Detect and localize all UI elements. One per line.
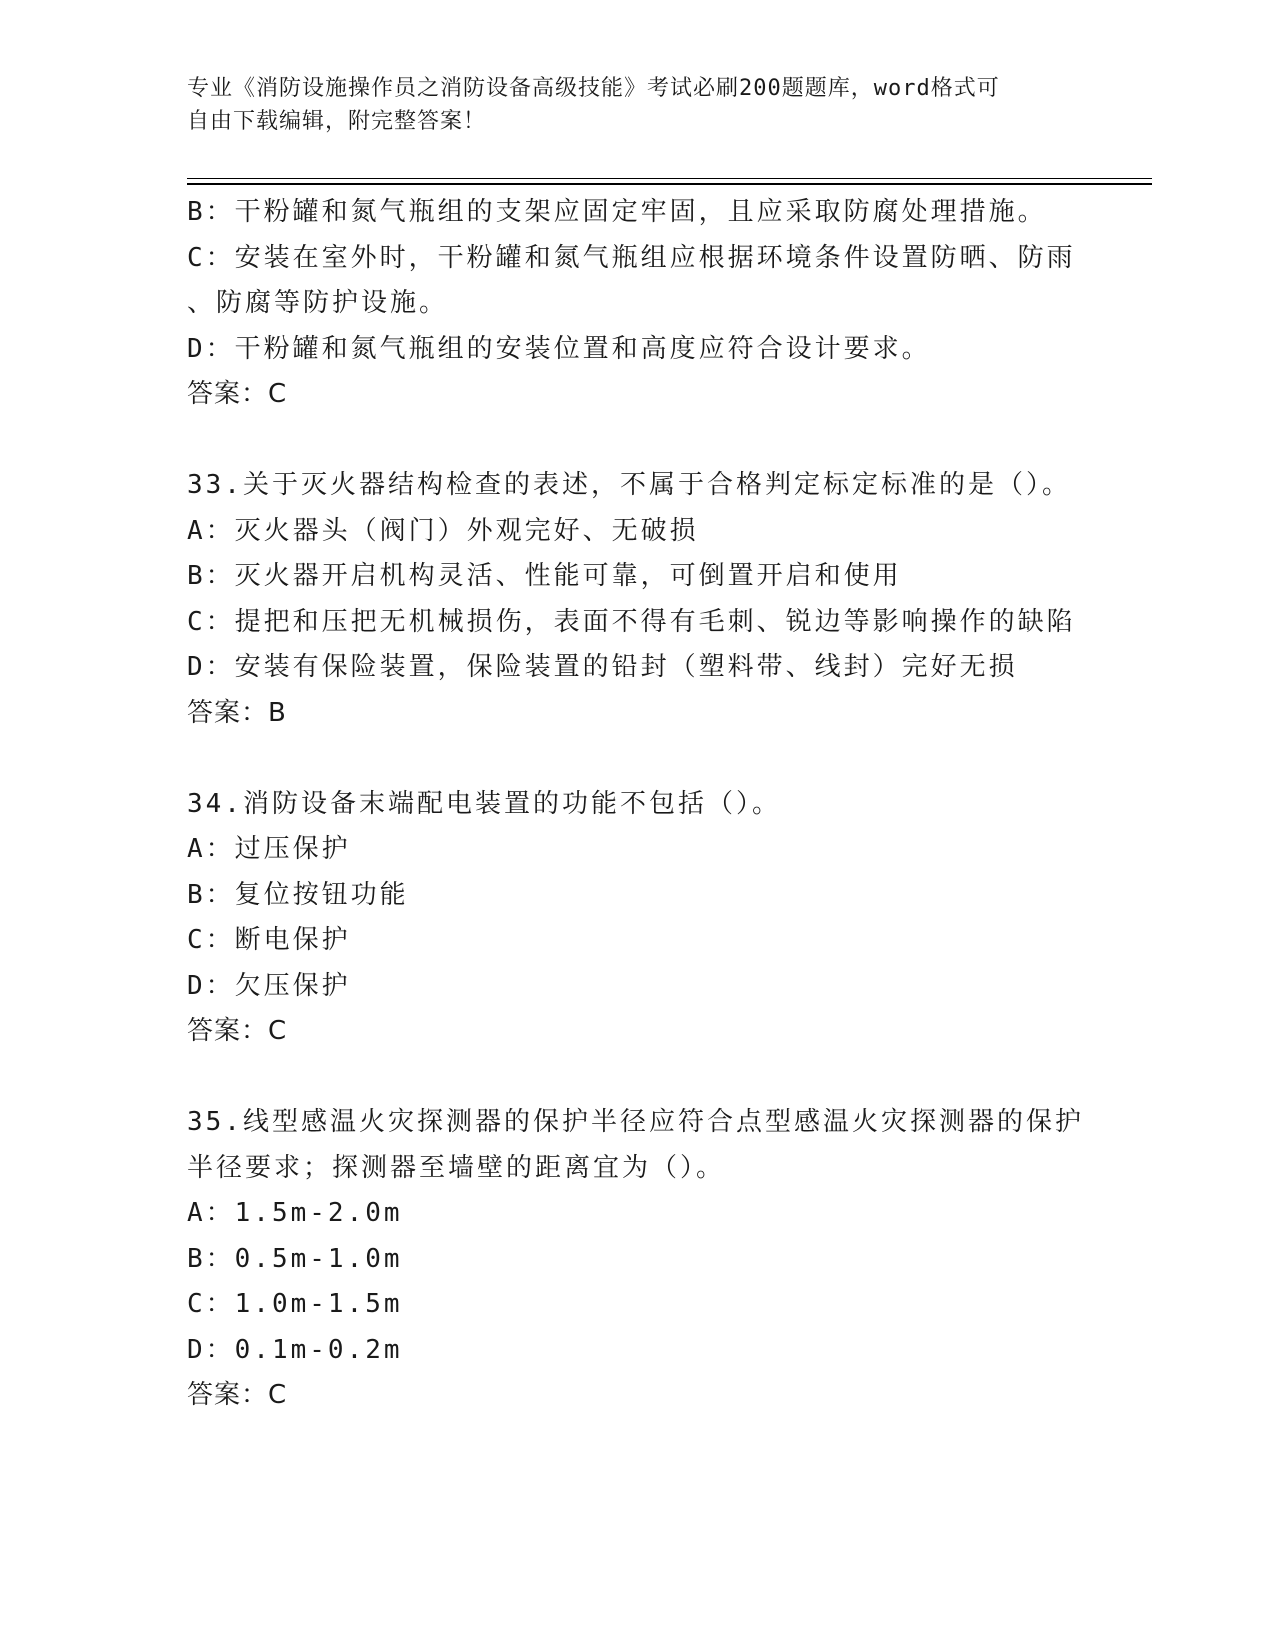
option-c: C：1.0m-1.5m: [187, 1289, 403, 1319]
spacer: [187, 736, 1087, 782]
header-line-1: 专业《消防设施操作员之消防设备高级技能》考试必刷200题题库，word格式可: [187, 76, 1000, 101]
question-text: 34.消防设备末端配电装置的功能不包括（）。: [187, 788, 781, 819]
option-d: D：欠压保护: [187, 970, 351, 1001]
option-b: B：复位按钮功能: [187, 879, 409, 910]
question-text: 33.关于灭火器结构检查的表述，不属于合格判定标定标准的是（）。: [187, 470, 1071, 500]
spacer: [187, 418, 1087, 464]
answer: 答案：C: [187, 379, 288, 409]
option-c: C：安装在室外时，干粉罐和氮气瓶组应根据环境条件设置防晒、防雨: [187, 242, 1076, 273]
option-a: A：灭火器头（阀门）外观完好、无破损: [187, 515, 699, 546]
option-a: A：过压保护: [187, 834, 351, 864]
option-c: C：提把和压把无机械损伤，表面不得有毛刺、锐边等影响操作的缺陷: [187, 606, 1076, 637]
question-33-block: [187, 463, 1087, 736]
option-d: D：安装有保险装置，保险装置的铅封（塑料带、线封）完好无损: [187, 652, 1018, 682]
question-text: 35.线型感温火灾探测器的保护半径应符合点型感温火灾探测器的保护: [187, 1107, 1084, 1137]
answer: 答案：B: [187, 697, 287, 728]
header-rule-thin: [187, 178, 1152, 179]
question-32-block: [187, 190, 1087, 418]
document-header: [187, 72, 1087, 138]
option-a: A：1.5m-2.0m: [187, 1198, 403, 1228]
question-text-continued: 半径要求；探测器至墙壁的距离宜为（）。: [187, 1152, 726, 1183]
option-d: D：干粉罐和氮气瓶组的安装位置和高度应符合设计要求。: [187, 333, 931, 364]
spacer: [187, 1055, 1087, 1101]
answer: 答案：C: [187, 1380, 288, 1410]
document-body: [187, 190, 1087, 1419]
option-b: B：干粉罐和氮气瓶组的支架应固定牢固，且应采取防腐处理措施。: [187, 197, 1047, 227]
answer: 答案：C: [187, 1016, 288, 1046]
header-line-2: 自由下载编辑，附完整答案！: [187, 109, 487, 134]
question-34-block: [187, 782, 1087, 1055]
option-c: C：断电保护: [187, 925, 351, 955]
option-b: B：0.5m-1.0m: [187, 1243, 403, 1274]
option-d: D：0.1m-0.2m: [187, 1334, 403, 1365]
question-35-block: [187, 1100, 1087, 1419]
header-rule-thick: [187, 183, 1152, 185]
option-c-continued: 、防腐等防护设施。: [187, 288, 449, 318]
option-b: B：灭火器开启机构灵活、性能可靠，可倒置开启和使用: [187, 561, 902, 591]
